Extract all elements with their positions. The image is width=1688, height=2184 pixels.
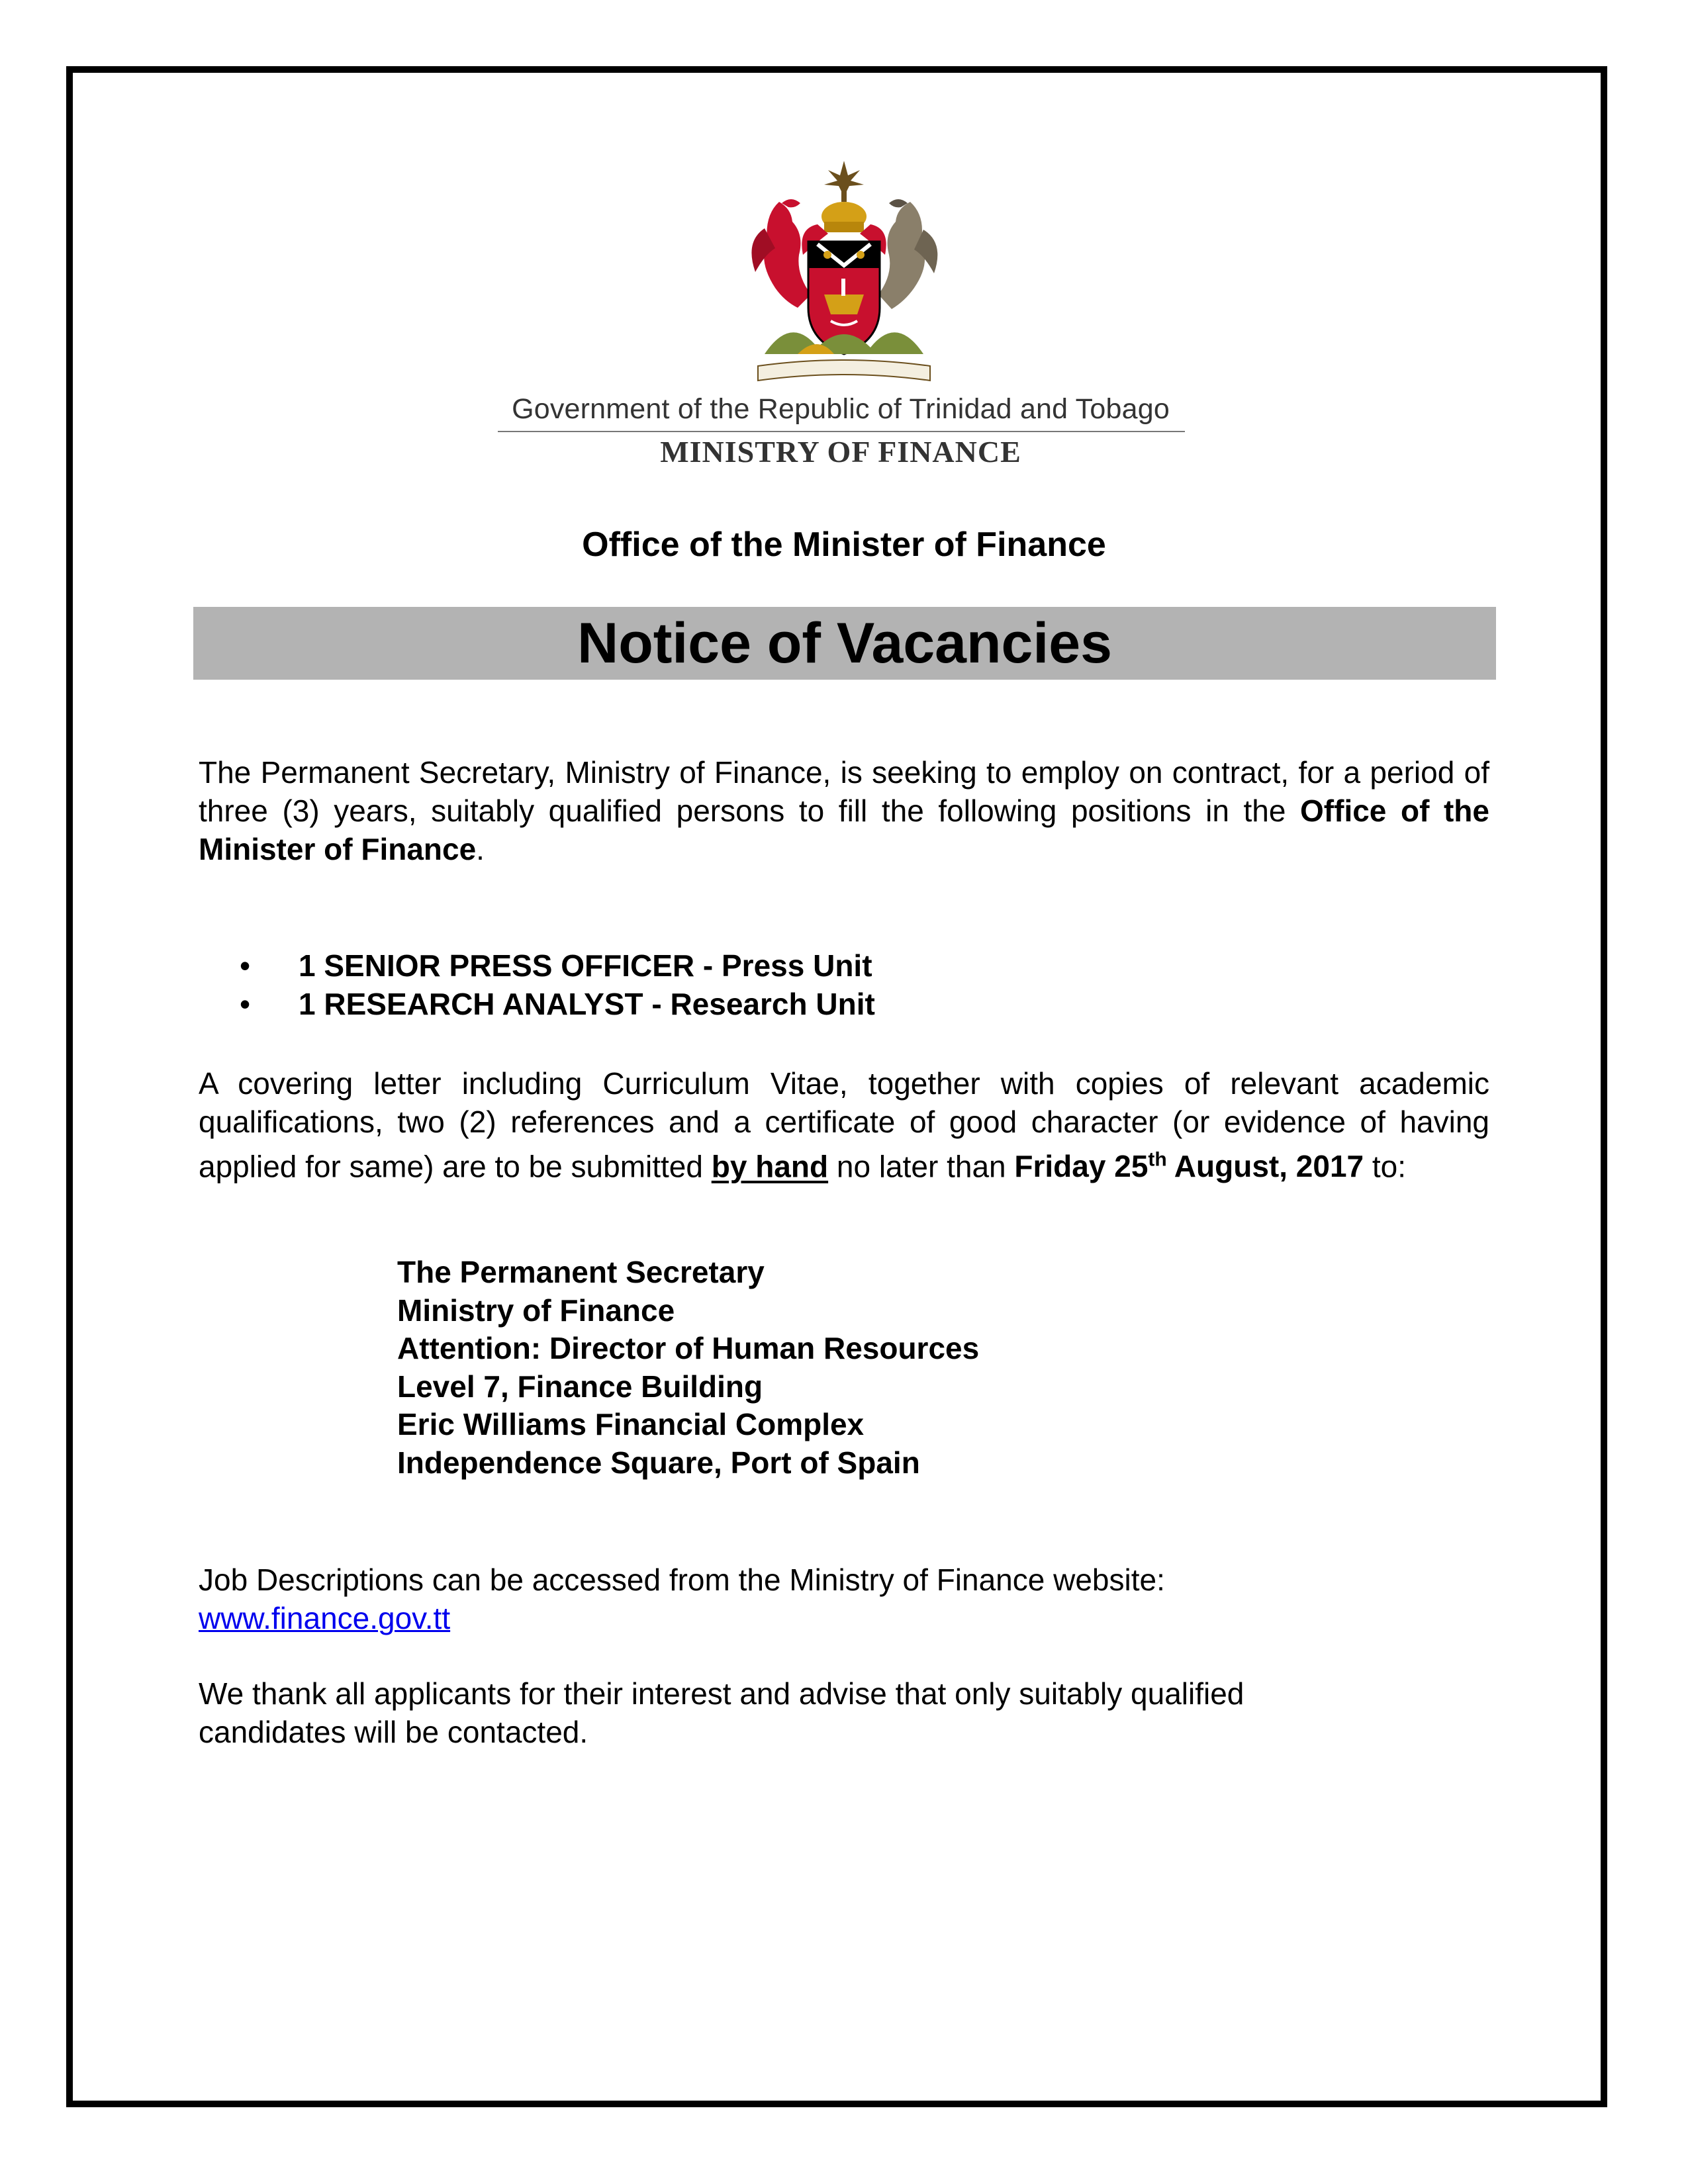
intro-end: . <box>476 832 485 866</box>
title-banner <box>193 607 1496 680</box>
address-line: Eric Williams Financial Complex <box>397 1407 865 1441</box>
address-line: Ministry of Finance <box>397 1293 675 1328</box>
address-line: The Permanent Secretary <box>397 1255 765 1289</box>
closing-note: We thank all applicants for their interest and advise that only suitably qualified candidates will be contacted. <box>199 1676 1244 1749</box>
positions-list <box>240 946 1431 1023</box>
submission-paragraph <box>199 1064 1489 1185</box>
website-link[interactable]: www.finance.gov.tt <box>199 1601 451 1635</box>
government-line: Government of the Republic of Trinidad and Tobago <box>512 393 1170 425</box>
list-item <box>240 985 1431 1023</box>
by-hand-emphasis: by hand <box>711 1149 829 1184</box>
position-label: 1 RESEARCH ANALYST - Research Unit <box>299 987 875 1021</box>
intro-text: The Permanent Secretary, Ministry of Finance, is seeking to employ on contract, for a period of three (3) years, suitably qualified persons to fill the following positions in the <box>199 755 1489 828</box>
job-descriptions-text: Job Descriptions can be accessed from the Ministry of Finance website: <box>199 1563 1165 1597</box>
submission-deadline-lead: no later than <box>828 1149 1015 1184</box>
job-descriptions-paragraph <box>199 1561 1489 1637</box>
intro-office-name: Office of the Minister of Finance <box>199 794 1489 866</box>
bullet-icon: • <box>240 987 251 1021</box>
submission-to: to: <box>1364 1149 1407 1184</box>
address-line: Independence Square, Port of Spain <box>397 1445 920 1480</box>
letterhead-divider <box>498 431 1185 432</box>
notice-title: Notice of Vacancies <box>577 612 1112 675</box>
deadline-day-suffix: th <box>1148 1149 1167 1171</box>
list-item <box>240 946 1431 985</box>
address-line: Level 7, Finance Building <box>397 1369 763 1404</box>
deadline-day: Friday 25 <box>1014 1149 1149 1184</box>
ministry-line: MINISTRY OF FINANCE <box>660 435 1021 469</box>
submission-text: A covering letter including Curriculum Vitae, together with copies of relevant academic qualifications, two (2) references and a certificate of good character (or evidence of having applied for same) are to be submitted <box>199 1066 1489 1184</box>
address-line: Attention: Director of Human Resources <box>397 1331 980 1365</box>
intro-paragraph <box>199 753 1489 868</box>
deadline-month-year: August, 2017 <box>1166 1149 1364 1184</box>
mailing-address <box>397 1253 1390 1482</box>
position-label: 1 SENIOR PRESS OFFICER - Press Unit <box>299 948 872 983</box>
coat-of-arms-logo <box>718 156 970 394</box>
bullet-icon: • <box>240 948 251 983</box>
office-heading: Office of the Minister of Finance <box>582 525 1106 564</box>
